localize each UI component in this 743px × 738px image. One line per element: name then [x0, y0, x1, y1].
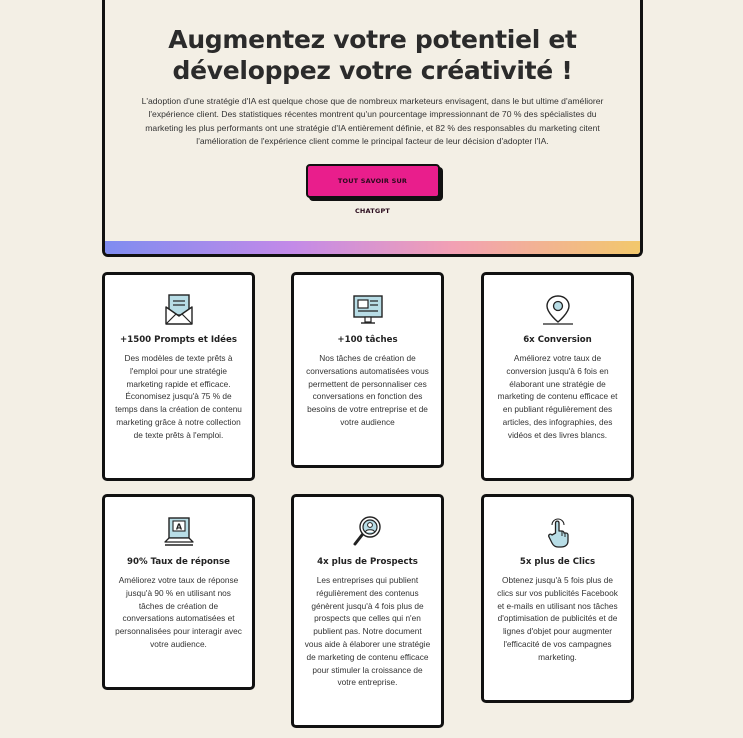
feature-title: 5x plus de Clics	[519, 557, 596, 567]
feature-description: Améliorez votre taux de conversion jusqu'à 6 fois en élaborant une stratégie de marketing de contenu efficace et en publiant régulièrement des articles, des infographies, des vidéos et des livres blancs.	[497, 353, 618, 440]
feature-description: Nos tâches de création de conversations automatisées vous permettent de personnaliser ces conversations en fonction des besoins de votre entreprise et de votre audience	[306, 353, 429, 427]
svg-text:A: A	[175, 522, 182, 532]
feature-card-prompts	[102, 272, 255, 481]
feature-card-tasks	[291, 272, 444, 468]
feature-title: +100 tâches	[337, 335, 398, 345]
feature-title: 6x Conversion	[523, 335, 592, 345]
pointer-hand-icon	[542, 515, 574, 549]
hero-section	[102, 0, 643, 257]
map-pin-icon	[542, 293, 574, 327]
feature-description: Obtenez jusqu'à 5 fois plus de clics sur vos publicités Facebook et e-mails en utilisant nos tâches d'optimisation de publicités et de lignes d'objet pour augmenter l'efficacité de vos campagnes marketing.	[497, 575, 618, 662]
feature-card-prospects	[291, 494, 444, 728]
hero-title: Augmentez votre potentiel et développez votre créativité !	[168, 25, 577, 85]
feature-title: 4x plus de Prospects	[317, 557, 418, 567]
gradient-bar	[105, 241, 640, 254]
laptop-icon	[163, 515, 195, 549]
feature-card-clicks	[481, 494, 634, 703]
feature-description: Les entreprises qui publient régulièrement des contenus génèrent jusqu'à 4 fois plus de prospects que celles qui n'en publient pas. Notre document vous aide à élaborer une stratégie de marketing de contenu efficace pour stimuler la croissance de votre entreprise.	[304, 575, 431, 688]
feature-card-response	[102, 494, 255, 690]
feature-description: Des modèles de texte prêts à l'emploi pour une stratégie marketing rapide et efficace. Économisez jusqu'à 75 % de temps dans la création de contenu marketing grâce à notre collection de texte prêts à l'emploi.	[115, 353, 242, 440]
user-search-icon	[352, 515, 384, 549]
chatgpt-cta-button[interactable]: TOUT SAVOIR SUR CHATGPT	[306, 164, 440, 198]
monitor-icon	[352, 293, 384, 327]
feature-card-conversion	[481, 272, 634, 481]
feature-title: +1500 Prompts et Idées	[120, 335, 237, 345]
feature-title: 90% Taux de réponse	[127, 557, 230, 567]
hero-description: L'adoption d'une stratégie d'IA est quelque chose que de nombreux marketeurs envisagent, dans le but ultime d'améliorer l'expérience client. Des statistiques récentes montrent qu'un pourcentage impressionnant de 70 % des spécialistes du marketing les plus performants ont une stratégie d'IA entièrement définie, et 82 % des responsables du marketing citent l'amélioration de l'expérience client comme le principal facteur de leur décision d'adopter l'IA.	[141, 96, 604, 147]
feature-description: Améliorez votre taux de réponse jusqu'à 90 % en utilisant nos tâches de création de conversations automatisées et personnalisées pour interagir avec votre audience.	[115, 575, 242, 649]
envelope-icon	[163, 293, 195, 327]
